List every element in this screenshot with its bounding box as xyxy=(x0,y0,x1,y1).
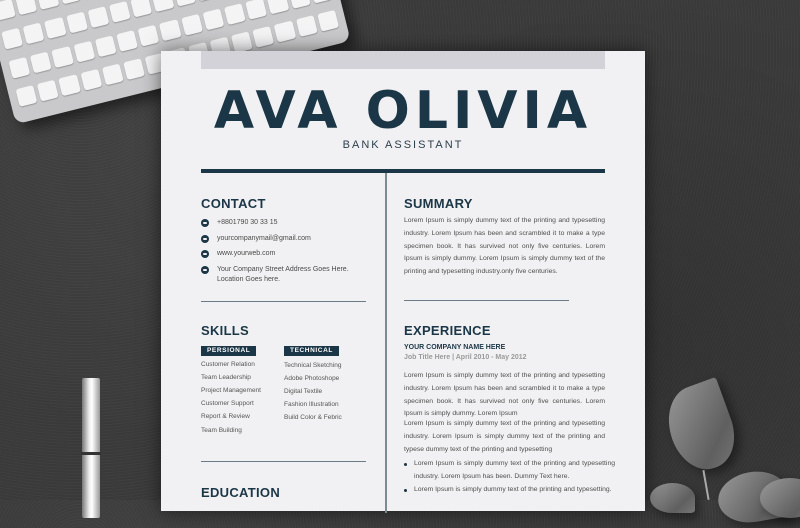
keyboard-key xyxy=(44,17,66,39)
skill-item: Fashion Illustration xyxy=(284,401,339,408)
keyboard-key xyxy=(267,0,289,14)
technical-skills-badge: TECHNICAL xyxy=(284,346,339,356)
keyboard-key xyxy=(8,57,30,79)
keyboard-key xyxy=(138,24,160,46)
keyboard-key xyxy=(274,21,296,43)
keyboard-key xyxy=(159,19,181,41)
keyboard-key xyxy=(253,26,275,48)
job-title: BANK ASSISTANT xyxy=(342,139,464,151)
resume-name: AVA OLIVIA xyxy=(213,81,593,141)
contact-address xyxy=(201,265,349,285)
globe-icon xyxy=(201,250,209,258)
experience-heading: EXPERIENCE xyxy=(404,323,491,338)
personal-skills-badge: PERSIONAL xyxy=(201,346,256,356)
skill-item: Customer Support xyxy=(201,400,254,407)
keyboard-key xyxy=(317,10,339,32)
phone-icon xyxy=(201,219,209,227)
skill-item: Digital Textile xyxy=(284,388,323,395)
keyboard-key xyxy=(66,12,88,34)
keyboard-key xyxy=(102,64,124,86)
experience-paragraph-2: Lorem Ipsum is simply dummy text of the printing and typesetting industry. Lorem Ipsum is simply dummy text of the printing and typese dummy text of the printing and typesetting xyxy=(404,420,605,453)
keyboard-key xyxy=(288,0,310,9)
keyboard-key xyxy=(59,0,81,5)
keyboard-key xyxy=(0,0,16,21)
skill-item: Project Management xyxy=(201,387,261,394)
experience-paragraph-1: Lorem Ipsum is simply dummy text of the printing and typesetting industry. Lorem Ipsum has been and scrambled it to make a type specimen book. It has survived not only five centuries. Lorem Ipsum is simply dummy. Lorem Ipsum xyxy=(404,372,605,418)
pen-band xyxy=(81,452,101,455)
keyboard-key xyxy=(37,80,59,102)
phone-text: +8801790 30 33 15 xyxy=(217,219,278,226)
job-dates: Job Title Here | April 2010 - May 2012 xyxy=(404,354,527,361)
summary-text: Lorem Ipsum is simply dummy text of the printing and typesetting industry. Lorem Ipsum has been and scrambled it to make a type specimen book. It has survived not only five centuries. Lorem Ipsum is simply dummy. Lorem Ipsum is simply dummy text of the printing and typesetting industry.only five centuries. xyxy=(404,217,605,276)
keyboard-key xyxy=(59,75,81,97)
skill-item: Team Building xyxy=(201,427,242,434)
keyboard-key xyxy=(80,69,102,91)
keyboard-key xyxy=(16,0,38,15)
contact-email xyxy=(201,234,311,244)
bullet-item: Lorem Ipsum is simply dummy text of the printing and typesetting. xyxy=(414,484,615,497)
keyboard-key xyxy=(73,40,95,62)
email-text: yourcompanymail@gmail.com xyxy=(217,235,311,242)
company-name: YOUR COMPANY NAME HERE xyxy=(404,344,506,351)
leaf-stem xyxy=(702,470,709,500)
keyboard-key xyxy=(95,35,117,57)
skill-item: Team Leadership xyxy=(201,374,251,381)
header-divider xyxy=(201,169,605,173)
keyboard-key xyxy=(123,58,145,80)
keyboard-key xyxy=(296,16,318,38)
bullet-item: Lorem Ipsum is simply dummy text of the printing and typesetting industry. Lorem Ipsum has been. Dummy Text here. xyxy=(414,458,615,484)
resume-page xyxy=(161,51,645,511)
keyboard-key xyxy=(202,8,224,30)
email-icon xyxy=(201,235,209,243)
address-text xyxy=(217,265,349,285)
header-accent-bar xyxy=(201,51,605,69)
skill-item: Customer Relation xyxy=(201,361,255,368)
section-divider xyxy=(404,300,569,301)
keyboard-key xyxy=(181,14,203,36)
section-divider xyxy=(201,461,366,462)
keyboard-key xyxy=(51,46,73,68)
keyboard-key xyxy=(174,0,196,7)
skill-item: Report & Review xyxy=(201,413,250,420)
contact-website xyxy=(201,249,275,259)
leaf-decoration xyxy=(657,377,744,478)
keyboard-key xyxy=(87,6,109,28)
keyboard-key xyxy=(195,0,217,1)
address-line-1: Your Company Street Address Goes Here. xyxy=(217,266,349,273)
address-line-2: Location Goes here. xyxy=(217,276,281,283)
skill-item: Build Color & Febric xyxy=(284,414,342,421)
leaf-decoration xyxy=(650,483,695,513)
keyboard-key xyxy=(16,85,38,107)
skill-item: Technical Sketching xyxy=(284,362,342,369)
column-divider xyxy=(385,173,387,513)
contact-phone xyxy=(201,218,278,228)
summary-heading: SUMMARY xyxy=(404,196,473,211)
home-icon xyxy=(201,266,209,274)
keyboard-key xyxy=(1,28,23,50)
skills-heading: SKILLS xyxy=(201,323,250,338)
experience-bullets xyxy=(404,458,615,496)
keyboard-key xyxy=(109,1,131,23)
keyboard-key xyxy=(245,0,267,19)
section-divider xyxy=(201,301,366,302)
website-text: www.yourweb.com xyxy=(217,250,276,257)
keyboard-key xyxy=(310,0,332,3)
keyboard-key xyxy=(30,51,52,73)
education-heading: EDUCATION xyxy=(201,485,281,500)
keyboard-key xyxy=(224,3,246,25)
keyboard-key xyxy=(152,0,174,12)
keyboard-key xyxy=(37,0,59,10)
pen-illustration xyxy=(82,378,100,518)
skill-item: Adobe Photoshope xyxy=(284,375,340,382)
contact-heading: CONTACT xyxy=(201,196,266,211)
keyboard-key xyxy=(23,22,45,44)
keyboard-key xyxy=(130,0,152,17)
keyboard-key xyxy=(116,30,138,52)
